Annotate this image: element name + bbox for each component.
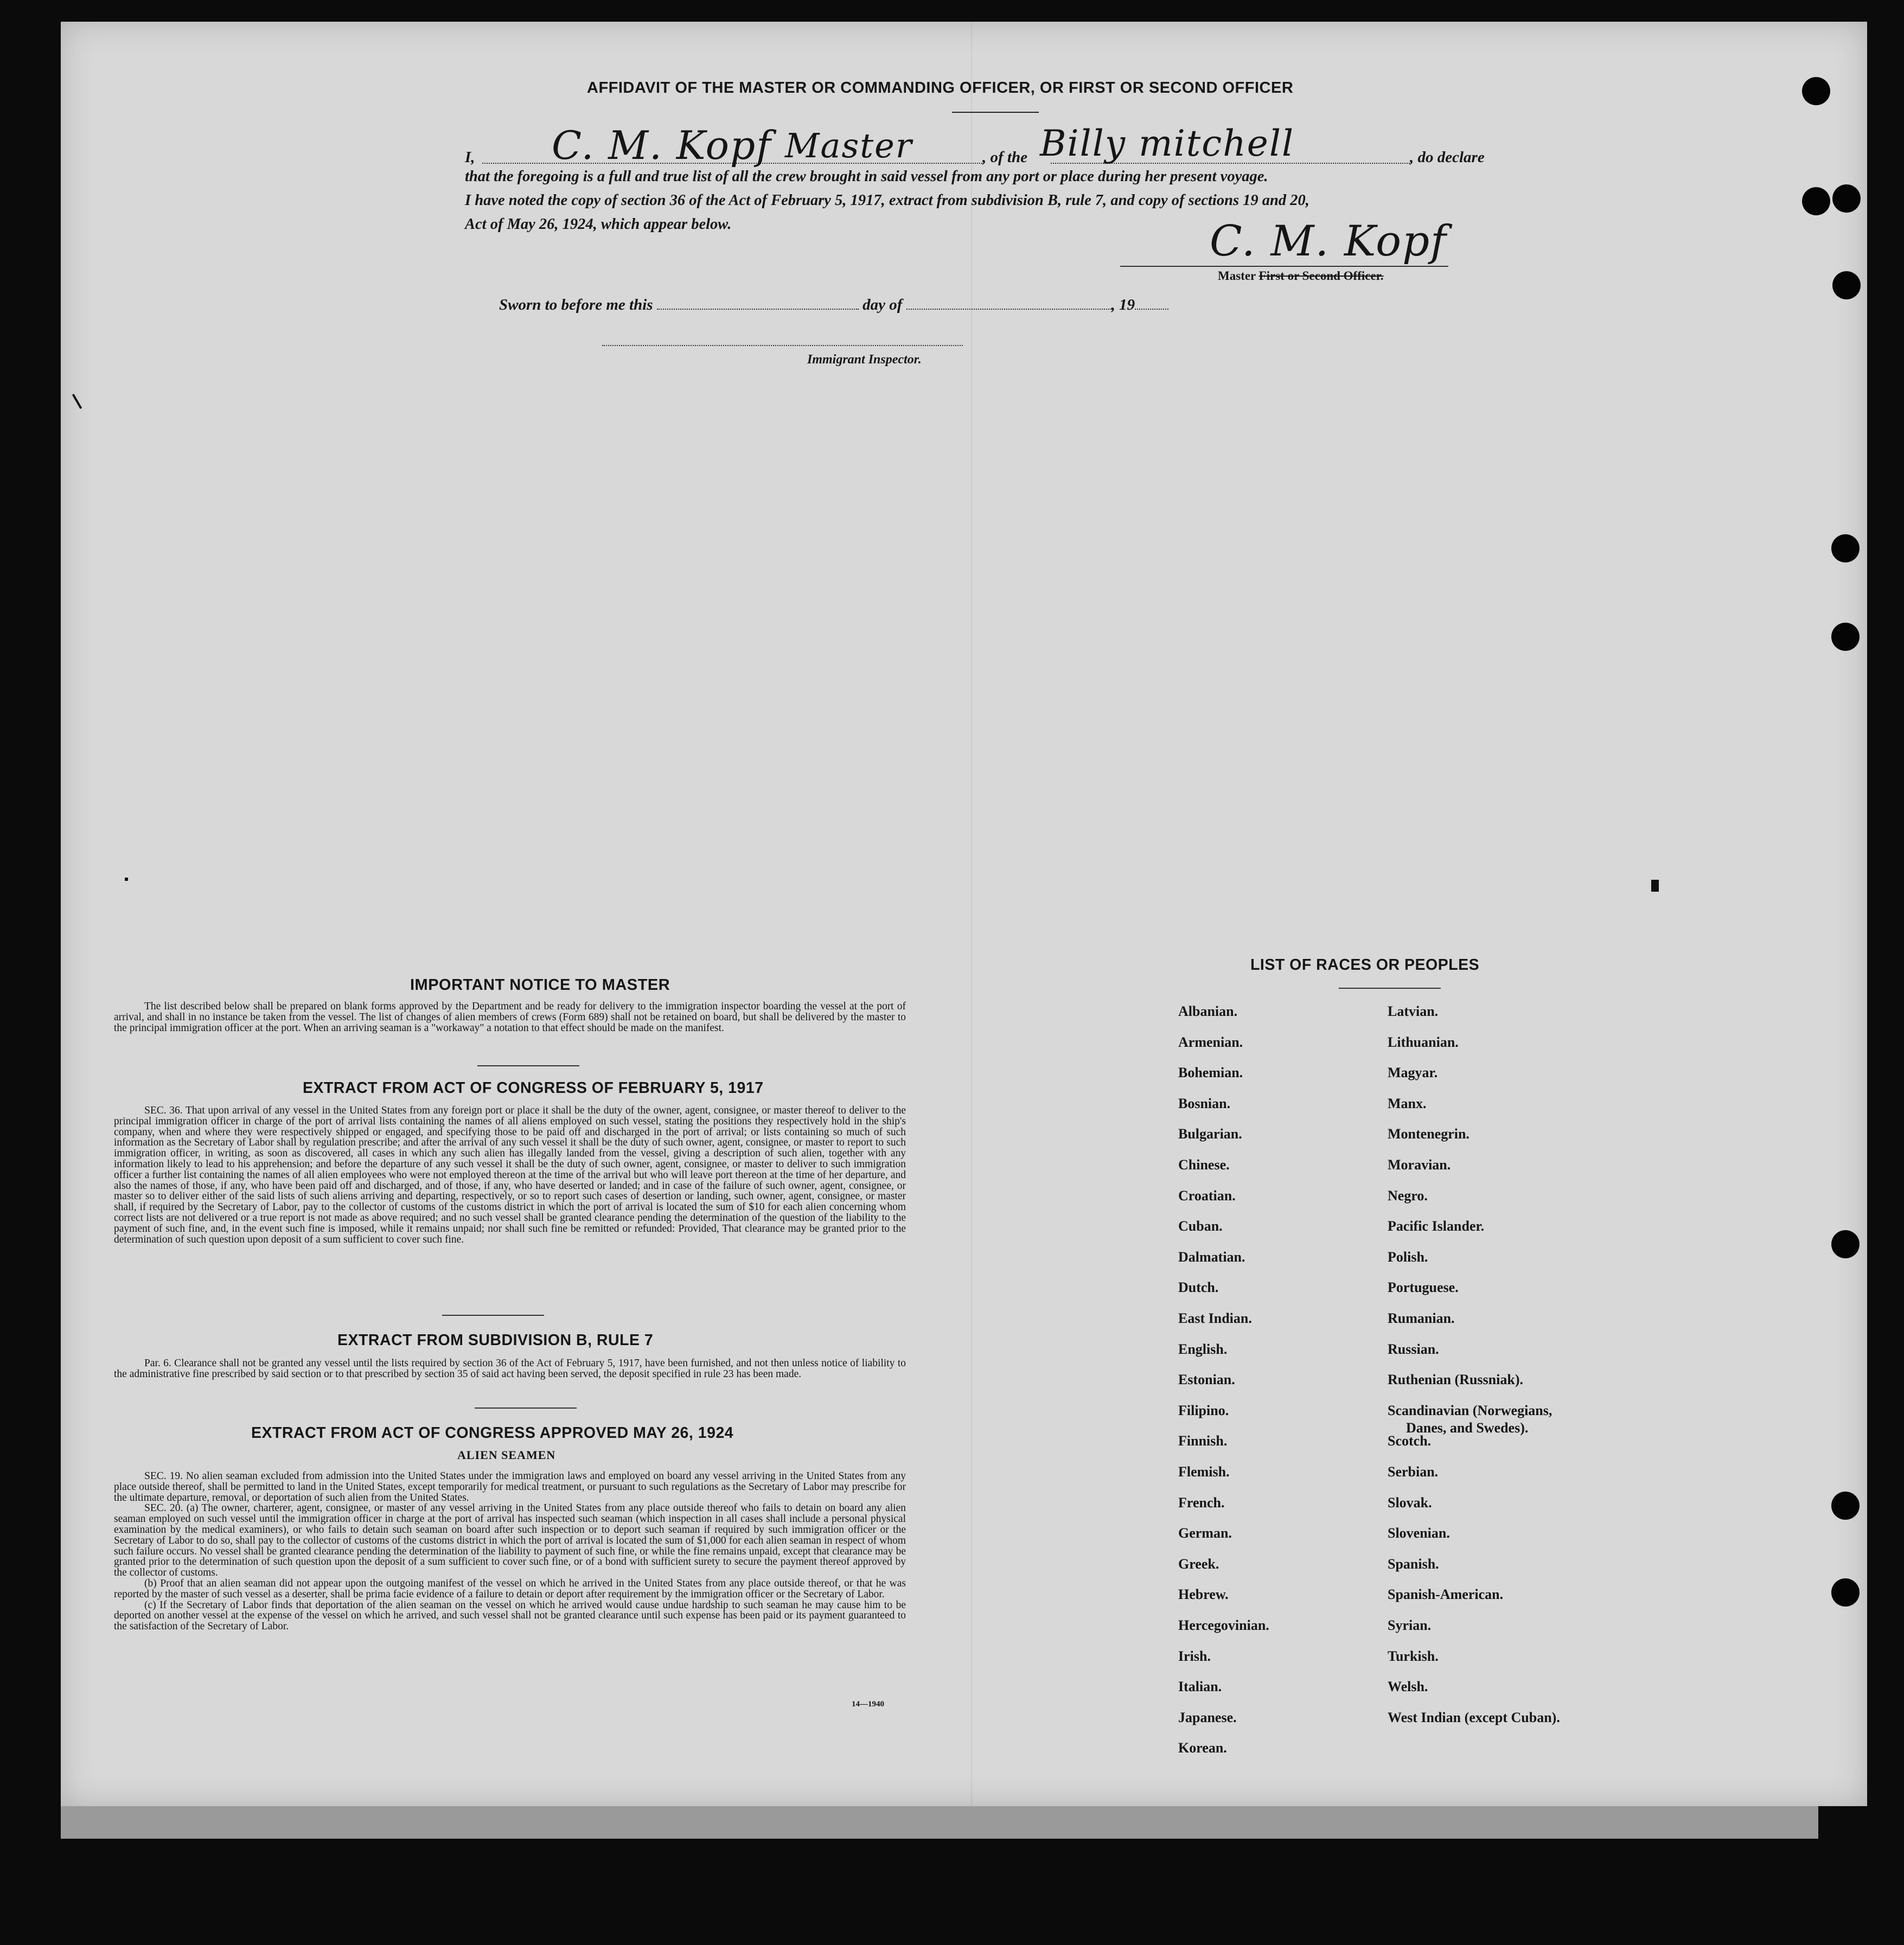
binder-hole: [1802, 187, 1830, 215]
race-item: Scotch.: [1388, 1433, 1432, 1449]
signature-line: [1120, 266, 1448, 267]
section-20a: SEC. 20. (a) The owner, charterer, agent, consignee, or master of any vessel arriving in the United States from any place outside thereof who fails to detain on board any alien seaman employed on such vessel until the immigration officer in charge at the port of arrival has inspected such seaman (which inspection in all cases shall include a personal physical examination by the medical examiners), or who fails to detain such seaman on board after such inspection or to deport such seaman if required by such immigration officer or the Secretary of Labor to do so, shall pay to the collector of customs of the customs district in which the port of arrival is located the sum of $1,000 for each alien seaman in respect of whom such failure occurs. No vessel shall be granted clearance pending the determination of the liability to payment of such fine, or while the fine remains unpaid, except that clearance may be granted prior to the determination of such question upon the deposit of a sum sufficient to cover such fine, or of a bond with sufficient surety to secure the payment thereof approved by the collector of customs.: [114, 1502, 906, 1579]
extract-1924-body: [114, 1471, 906, 1632]
race-item: Montenegrin.: [1388, 1126, 1469, 1142]
race-item: Latvian.: [1388, 1003, 1439, 1019]
race-item: Polish.: [1388, 1249, 1428, 1265]
races-title: LIST OF RACES OR PEOPLES: [1250, 956, 1480, 974]
race-item: Slovak.: [1388, 1495, 1432, 1511]
affidavit-line-2: that the foregoing is a full and true list of all the crew brought in said vessel from any port or place during her present voyage.: [465, 168, 1268, 185]
race-item: Albanian.: [1178, 1003, 1238, 1019]
caption-struck-officer: First or Second Officer.: [1258, 269, 1384, 283]
race-item: German.: [1178, 1525, 1232, 1541]
sworn-month-field: [906, 298, 1111, 310]
section-rule: [442, 1315, 544, 1316]
extract-1924-title: EXTRACT FROM ACT OF CONGRESS APPROVED MAY 26, 1924: [251, 1424, 734, 1442]
race-item: Hebrew.: [1178, 1586, 1229, 1602]
race-item: Japanese.: [1178, 1710, 1237, 1725]
race-item: Spanish-American.: [1388, 1586, 1504, 1602]
vessel-name: Billy mitchell: [1040, 123, 1295, 164]
race-item: Magyar.: [1388, 1065, 1438, 1080]
affidavit-title: AFFIDAVIT OF THE MASTER OR COMMANDING OFFICER, OR FIRST OR SECOND OFFICER: [587, 79, 1294, 97]
race-item: East Indian.: [1178, 1310, 1252, 1326]
race-item: Welsh.: [1388, 1679, 1428, 1694]
race-item: Bohemian.: [1178, 1065, 1243, 1080]
title-underline: [952, 112, 1039, 113]
race-item: Danes, and Swedes).: [1406, 1420, 1529, 1436]
extract-1917-body: SEC. 36. That upon arrival of any vessel in the United States from any foreign port or place it shall be the duty of the owner, agent, consignee, or master thereof to deliver to the principal immigration officer in charge of the port of arrival lists containing the names of all aliens employed on such vessel, stating the positions they respectively hold in the ship's company, when and where they were respectively shipped or engaged, and specifying those to be paid off and discharged in the port of arrival; or lists containing so much of such information as the Secretary of Labor shall by regulation prescribe; and after the arrival of any such vessel it shall be the duty of such owner, agent, consignee, or master to report to such immigration officer, in writing, as soon as discovered, all cases in which any such alien has illegally landed from the vessel, giving a description of such alien, together with any information likely to lead to his apprehension; and before the departure of any such vessel it shall be the duty of such owner, agent, consignee, or master to deliver to such immigration officer a further list containing the names of all alien employees who were not employed thereon at the time of the arrival but who will leave port thereon at the time of her departure, and also the names of those, if any, who have been paid off and discharged, and of those, if any, who have deserted or landed; and in case of the failure of such owner, agent, consignee, or master so to deliver either of the said lists of such aliens arriving and departing, respectively, or so to report such cases of desertion or landing, such owner, agent, consignee, or master shall, if required by the Secretary of Labor, pay to the collector of customs of the customs district in which the port of arrival is located the sum of $10 for each alien concerning whom correct lists are not delivered or a true report is not made as above required; and no such vessel shall be granted clearance pending the determination of the question of the liability to the payment of such fine, and, in the event such fine is imposed, while it remains unpaid; nor shall such fine be remitted or refunded: Provided, That clearance may be granted prior to the determination of such question upon deposit of a sum sufficient to cover such fine.: [114, 1105, 906, 1245]
race-item: Armenian.: [1178, 1034, 1243, 1050]
affidavit-line-1: [465, 123, 1485, 168]
race-item: Filipino.: [1178, 1403, 1229, 1418]
binder-hole: [1831, 534, 1860, 562]
do-declare-text: , do declare: [1410, 149, 1485, 166]
race-item: Irish.: [1178, 1648, 1211, 1664]
binder-hole: [1831, 623, 1860, 651]
sworn-line: [499, 293, 1168, 317]
sworn-day-field: [657, 298, 859, 310]
race-item: Pacific Islander.: [1388, 1218, 1485, 1234]
binder-hole: [1802, 77, 1830, 105]
section-20c: (c) If the Secretary of Labor finds that deportation of the alien seaman on the vessel on which he arrived would cause undue hardship to such seaman he may cause him to be deported on another vessel at the expense of the vessel on which he arrived, and such vessel shall not be granted clearance until such expense has been paid or its payment guaranteed to the satisfaction of the Secretary of Labor.: [114, 1599, 906, 1633]
of-the-text: , of the: [982, 149, 1027, 166]
race-item: Finnish.: [1178, 1433, 1228, 1449]
sworn-prefix: Sworn to before me this: [499, 296, 653, 313]
section-20b: (b) Proof that an alien seaman did not appear upon the outgoing manifest of the vessel on which he arrived in the United States from any place outside thereof, or that he was reported by the master of such vessel as a deserter, shall be prima facie evidence of a failure to detain or deport after requirement by the immigration officer or the Secretary of Labor.: [114, 1577, 906, 1600]
section-rule: [475, 1407, 577, 1409]
inspector-label: Immigrant Inspector.: [807, 353, 922, 367]
notice-body: The list described below shall be prepared on blank forms approved by the Department and be ready for delivery to the immigration inspector boarding the vessel at the port of arrival, and shall in no instance be taken from the vessel. The list of changes of alien members of crews (Form 689) shall not be retained on board, but shall be delivered by the master to the principal immigration officer at the port. When an arriving seaman is a "workaway" a notation to that effect should be made on the manifest.: [114, 1001, 906, 1034]
race-item: Negro.: [1388, 1188, 1428, 1204]
race-item: Slovenian.: [1388, 1525, 1450, 1541]
race-item: Bosnian.: [1178, 1096, 1231, 1111]
race-item: Greek.: [1178, 1556, 1219, 1572]
race-item: Scandinavian (Norwegians,: [1388, 1403, 1552, 1418]
underlying-sheet-edge: [61, 1806, 1818, 1839]
extract-rule7-title: EXTRACT FROM SUBDIVISION B, RULE 7: [337, 1332, 654, 1349]
inspector-signature-field: [602, 336, 963, 346]
affidavit-i: I,: [465, 149, 475, 166]
affidavit-line-3: I have noted the copy of section 36 of the Act of February 5, 1917, extract from subdivision B, rule 7, and copy of sections 19 and 20,: [465, 192, 1309, 209]
sworn-year: , 19: [1111, 296, 1135, 313]
race-item: Syrian.: [1388, 1617, 1432, 1633]
section-rule: [477, 1065, 579, 1066]
race-item: Cuban.: [1178, 1218, 1223, 1234]
race-item: Bulgarian.: [1178, 1126, 1242, 1142]
race-item: Dalmatian.: [1178, 1249, 1245, 1265]
race-item: Italian.: [1178, 1679, 1222, 1694]
race-item: Turkish.: [1388, 1648, 1439, 1664]
race-item: Chinese.: [1178, 1157, 1230, 1173]
race-item: Serbian.: [1388, 1464, 1439, 1480]
scan-mark: [125, 878, 128, 881]
signature-caption: [1218, 269, 1384, 283]
race-item: West Indian (except Cuban).: [1388, 1710, 1560, 1725]
race-item: Moravian.: [1388, 1157, 1451, 1173]
scan-mark: [1651, 880, 1659, 892]
binder-hole: [1831, 1578, 1860, 1607]
race-item: French.: [1178, 1495, 1225, 1511]
race-item: Flemish.: [1178, 1464, 1230, 1480]
race-item: Croatian.: [1178, 1188, 1236, 1204]
page-fold: [971, 22, 972, 1806]
race-item: English.: [1178, 1341, 1228, 1357]
race-item: Ruthenian (Russniak).: [1388, 1372, 1523, 1387]
notice-title: IMPORTANT NOTICE TO MASTER: [410, 976, 670, 994]
extract-rule7-body: Par. 6. Clearance shall not be granted any vessel until the lists required by section 36 of the Act of February 5, 1917, have been furnished, and not then unless notice of liability to the administrative fine prescribed by said section or to that prescribed by section 35 of said act having been served, the deposit specified in rule 23 has been made.: [114, 1358, 906, 1380]
race-item: Rumanian.: [1388, 1310, 1455, 1326]
binder-hole: [1832, 271, 1861, 299]
race-item: Lithuanian.: [1388, 1034, 1459, 1050]
race-item: Spanish.: [1388, 1556, 1439, 1572]
sworn-year-field: [1135, 298, 1168, 310]
extract-1924-subtitle: ALIEN SEAMEN: [457, 1448, 556, 1462]
race-item: Dutch.: [1178, 1279, 1219, 1295]
caption-master: Master: [1218, 269, 1256, 283]
master-signature: C. M. Kopf: [1210, 217, 1447, 266]
race-item: Estonian.: [1178, 1372, 1235, 1387]
races-title-rule: [1339, 988, 1441, 989]
signer-title: Master: [785, 126, 913, 165]
extract-1917-title: EXTRACT FROM ACT OF CONGRESS OF FEBRUARY 5, 1917: [303, 1079, 764, 1097]
form-number: 14—1940: [852, 1700, 884, 1709]
race-item: Hercegovinian.: [1178, 1617, 1269, 1633]
race-item: Korean.: [1178, 1740, 1227, 1756]
binder-hole: [1832, 184, 1861, 213]
race-item: Portuguese.: [1388, 1279, 1459, 1295]
sworn-day-of: day of: [862, 296, 903, 313]
race-item: Russian.: [1388, 1341, 1439, 1357]
race-item: Manx.: [1388, 1096, 1427, 1111]
section-19: SEC. 19. No alien seaman excluded from admission into the United States under the immigration laws and employed on board any vessel arriving in the United States from any place outside thereof, shall be permitted to land in the United States, except temporarily for medical treatment, or pursuant to such regulations as the Secretary of Labor may prescribe for the ultimate departure, removal, or deportation of such alien from the United States.: [114, 1470, 906, 1503]
signer-name: C. M. Kopf: [552, 123, 772, 168]
affidavit-line-4: Act of May 26, 1924, which appear below.: [465, 216, 732, 233]
binder-hole: [1831, 1492, 1860, 1520]
binder-hole: [1831, 1230, 1860, 1258]
